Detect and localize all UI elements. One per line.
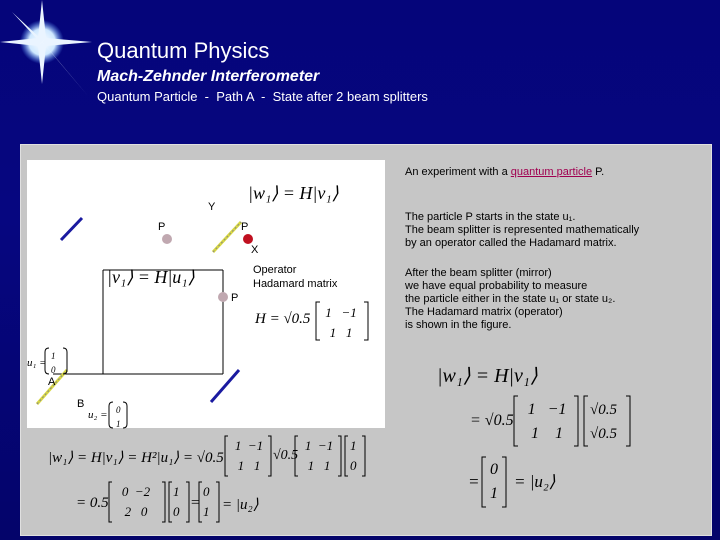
eq-v1-diagram: |v₁⟩ = H|u₁⟩	[107, 267, 195, 287]
page-subtitle: Mach-Zehnder Interferometer	[97, 68, 320, 85]
particle-p-right	[218, 292, 228, 302]
label-p-right: P	[231, 292, 239, 304]
star-decoration	[0, 0, 110, 110]
vec-10-bottom-2: 1 0	[173, 484, 180, 519]
paragraph-1: The particle P starts in the state u₁. The beam splitter is represented mathematically by an operator called the Hadamard matrix.	[405, 211, 640, 249]
eq-right-2-coef: = √0.5	[470, 412, 514, 429]
mirror-top-left	[61, 218, 82, 240]
eq-right-3-eq: =	[468, 472, 480, 491]
vec-u1: 1 0	[51, 351, 56, 375]
u1-label: u₁ =	[27, 357, 47, 369]
matrix-h-bottom-b: 1 −1 1 1	[304, 438, 334, 473]
hadamard-label: Hadamard matrix	[253, 278, 338, 290]
eq-bottom-1: |w₁⟩ = H|v₁⟩ = H²|u₁⟩ = √0.5	[48, 450, 224, 466]
label-x: X	[251, 244, 259, 256]
operator-label: Operator	[253, 264, 297, 276]
eq-right-1: |w₁⟩ = H|v₁⟩	[437, 365, 538, 387]
vec-u2: 0 1	[116, 405, 121, 429]
page-title: Quantum Physics	[97, 38, 270, 63]
matrix-h-right: 1 −1 1 1	[527, 401, 567, 442]
coef-sqrt-bottom: √0.5	[273, 448, 299, 463]
u2-label: u₂ =	[88, 409, 108, 421]
label-b: B	[77, 398, 85, 410]
eq-w1-diagram: |w₁⟩ = H|v₁⟩	[248, 183, 339, 203]
eq-h-diagram: H = √0.5	[255, 311, 311, 327]
label-p-top: P	[158, 221, 166, 233]
vec-01-right: 0 1	[490, 461, 498, 502]
matrix-h-bottom-a: 1 −1 1 1	[234, 438, 264, 473]
page-subheading: Quantum Particle - Path A - State after 2 beam splitters	[97, 89, 428, 104]
label-y: Y	[208, 201, 216, 213]
eq-bottom-2-tail: = |u₂⟩	[222, 497, 259, 513]
paragraph-2: After the beam splitter (mirror) we have equal probability to measure the particle either in the state u₁ or state u₂. The Hadamard matrix (operator) is shown in the figure.	[405, 267, 616, 331]
vec-sqrt-right: √0.5 √0.5	[590, 402, 617, 442]
mirror-bottom-right	[211, 370, 239, 402]
vec-10-bottom: 1 0	[350, 438, 357, 473]
matrix-h-diagram: 1 −1 1 1	[325, 305, 357, 340]
label-a: A	[48, 376, 56, 388]
eq-bottom-2-eq: =	[190, 495, 201, 511]
particle-p-x	[243, 234, 253, 244]
eq-right-3-tail: = |u₂⟩	[514, 472, 556, 491]
intro-text: An experiment with a quantum particle P.	[405, 166, 605, 178]
quantum-particle-link[interactable]: quantum particle	[510, 166, 593, 178]
matrix-h2x-bottom: 0 −2 2 0	[121, 484, 151, 519]
eq-bottom-2-coef: = 0.5	[76, 495, 109, 511]
label-p-x: P	[241, 221, 249, 233]
vec-01-bottom: 0 1	[203, 484, 210, 519]
particle-p-top	[162, 234, 172, 244]
